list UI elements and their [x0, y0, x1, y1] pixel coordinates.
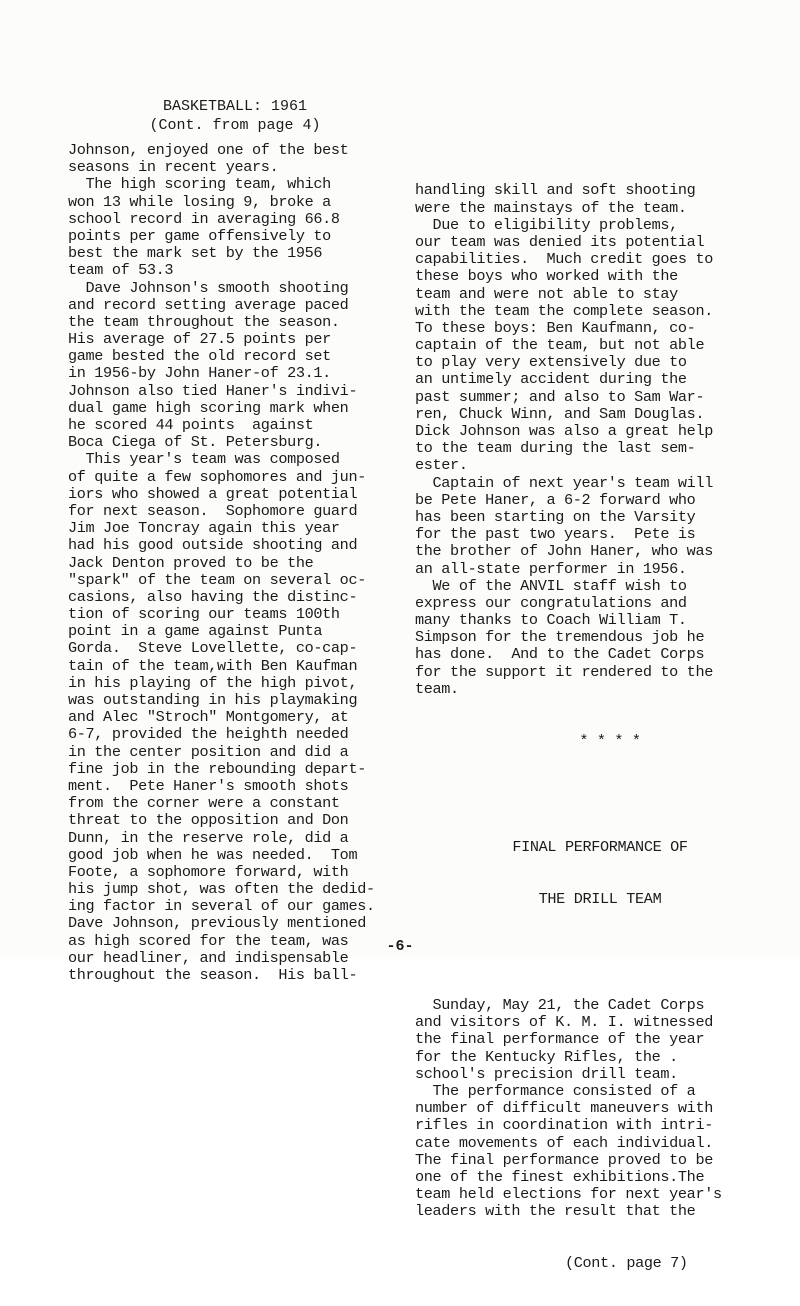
left-line: fine job in the rebounding depart- [68, 759, 366, 778]
left-line: and Alec "Stroch" Montgomery, at [68, 708, 349, 727]
right-line: Due to eligibility problems, [415, 215, 678, 234]
article-heading [100, 97, 370, 135]
right-line: an all-state performer in 1956. [415, 559, 687, 578]
left-line: casions, also having the distinc- [68, 587, 358, 606]
left-line: Foote, a sophomore forward, with [68, 862, 349, 881]
left-line: points per game offensively to [68, 226, 331, 245]
left-line: game bested the old record set [68, 347, 331, 366]
left-line: point in a game against Punta [68, 622, 323, 641]
right-line: express our congratulations and [415, 593, 687, 612]
left-column [68, 142, 398, 984]
left-line: of quite a few sophomores and jun- [68, 467, 366, 486]
left-line: "spark" of the team on several oc- [68, 570, 366, 589]
right-line: We of the ANVIL staff wish to [415, 576, 687, 595]
right-line: for the past two years. Pete is [415, 525, 696, 544]
left-line: team of 53.3 [68, 261, 174, 280]
left-line: throughout the season. His ball- [68, 966, 358, 984]
left-line: Johnson also tied Haner's indivi- [68, 381, 358, 400]
left-line: His average of 27.5 points per [68, 330, 331, 349]
right-line: capabilities. Much credit goes to [415, 250, 713, 269]
drill-line: the final performance of the year [415, 1030, 705, 1049]
right-line: an untimely accident during the [415, 370, 687, 389]
left-line: he scored 44 points against [68, 416, 314, 434]
left-line: school record in averaging 66.8 [68, 209, 340, 228]
drill-line: The performance consisted of a [415, 1081, 696, 1100]
left-line: Johnson, enjoyed one of the best [68, 141, 349, 159]
drill-line: leaders with the result that the [415, 1202, 696, 1221]
left-line: for next season. Sophomore guard [68, 501, 358, 520]
left-line: best the mark set by the 1956 [68, 244, 323, 263]
right-line: ester. [415, 456, 468, 475]
right-line: Dick Johnson was also a great help [415, 422, 713, 441]
drill-team-title-line1: FINAL PERFORMANCE OF [512, 838, 688, 857]
left-line: the team throughout the season. [68, 312, 340, 331]
right-line: the brother of John Haner, who was [415, 542, 713, 561]
page-number: -6- [386, 938, 414, 955]
left-line: Gorda. Steve Lovellette, co-cap- [68, 639, 358, 658]
right-line: To these boys: Ben Kaufmann, co- [415, 318, 696, 337]
left-line: in the center position and did a [68, 742, 349, 761]
continued-note: (Cont. page 7) [565, 1253, 688, 1272]
drill-line: one of the finest exhibitions.The [415, 1167, 705, 1186]
left-line: ment. Pete Haner's smooth shots [68, 776, 349, 795]
right-line: with the team the complete season. [415, 301, 713, 320]
left-line: as high scored for the team, was [68, 931, 349, 950]
right-line: team. [415, 679, 459, 698]
left-line: seasons in recent years. [68, 158, 279, 177]
right-line: has done. And to the Cadet Corps [415, 645, 705, 664]
left-line: and record setting average paced [68, 295, 349, 314]
drill-line: team held elections for next year's [415, 1185, 722, 1204]
left-line: threat to the opposition and Don [68, 811, 349, 830]
basketball-article-continued [415, 182, 745, 698]
right-line: captain of the team, but not able [415, 336, 705, 355]
drill-team-article-body [415, 997, 745, 1220]
right-line: be Pete Haner, a 6-2 forward who [415, 490, 696, 509]
spacer [415, 785, 745, 805]
right-line: our team was denied its potential [415, 232, 705, 251]
right-line: past summer; and also to Sam War- [415, 387, 705, 406]
left-line: our headliner, and indispensable [68, 948, 349, 967]
left-line: Jack Denton proved to be the [68, 553, 314, 572]
left-line: Dave Johnson, previously mentioned [68, 914, 366, 933]
drill-line: school's precision drill team. [415, 1064, 678, 1083]
drill-line: rifles in coordination with intri- [415, 1116, 713, 1135]
right-line: for the support it rendered to the [415, 662, 713, 681]
right-line: to the team during the last sem- [415, 439, 696, 458]
right-line: handling skill and soft shooting [415, 181, 696, 200]
left-line: good job when he was needed. Tom [68, 845, 358, 864]
left-line: dual game high scoring mark when [68, 398, 349, 417]
left-line: Boca Ciega of St. Petersburg. [68, 433, 323, 452]
article-title: BASKETBALL: 1961 [162, 98, 308, 115]
left-line: had his good outside shooting and [68, 536, 358, 555]
left-line: 6-7, provided the heighth needed [68, 725, 349, 744]
left-line: his jump shot, was often the dedid- [68, 880, 375, 899]
right-line: has been starting on the Varsity [415, 507, 696, 526]
right-line: Captain of next year's team will [415, 473, 713, 492]
left-line: was outstanding in his playmaking [68, 691, 358, 709]
left-line: Jim Joe Toncray again this year [68, 519, 340, 538]
left-line: Dunn, in the reserve role, did a [68, 828, 349, 847]
left-line: tain of the team,with Ben Kaufman [68, 656, 358, 675]
left-line: in 1956-by John Haner-of 23.1. [68, 364, 331, 383]
right-line: to play very extensively due to [415, 353, 687, 372]
left-line: Dave Johnson's smooth shooting [68, 278, 349, 297]
right-line: team and were not able to stay [415, 284, 678, 303]
right-line: Simpson for the tremendous job he [415, 628, 705, 647]
drill-line: The final performance proved to be [415, 1150, 713, 1169]
drill-team-title-line2: THE DRILL TEAM [538, 890, 662, 909]
right-line: many thanks to Coach William T. [415, 611, 687, 630]
right-line: these boys who worked with the [415, 267, 678, 286]
drill-line: Sunday, May 21, the Cadet Corps [415, 996, 705, 1015]
article-continued-from: (Cont. from page 4) [149, 117, 321, 134]
section-separator: * * * * [579, 732, 641, 751]
drill-line: and visitors of K. M. I. witnessed [415, 1013, 713, 1032]
drill-line: number of difficult maneuvers with [415, 1099, 713, 1118]
right-line: were the mainstays of the team. [415, 198, 687, 217]
drill-line: for the Kentucky Rifles, the . [415, 1047, 678, 1066]
right-line: ren, Chuck Winn, and Sam Douglas. [415, 404, 705, 423]
left-line: iors who showed a great potential [68, 484, 358, 503]
left-line: ing factor in several of our games. [68, 897, 375, 916]
left-line: in his playing of the high pivot, [68, 673, 358, 692]
left-line: from the corner were a constant [68, 794, 340, 813]
left-line: The high scoring team, which [68, 175, 331, 194]
right-column [415, 148, 745, 1306]
drill-line: cate movements of each individual. [415, 1133, 713, 1152]
left-line: won 13 while losing 9, broke a [68, 192, 331, 211]
left-line: tion of scoring our teams 100th [68, 605, 340, 624]
left-line: This year's team was composed [68, 450, 340, 469]
